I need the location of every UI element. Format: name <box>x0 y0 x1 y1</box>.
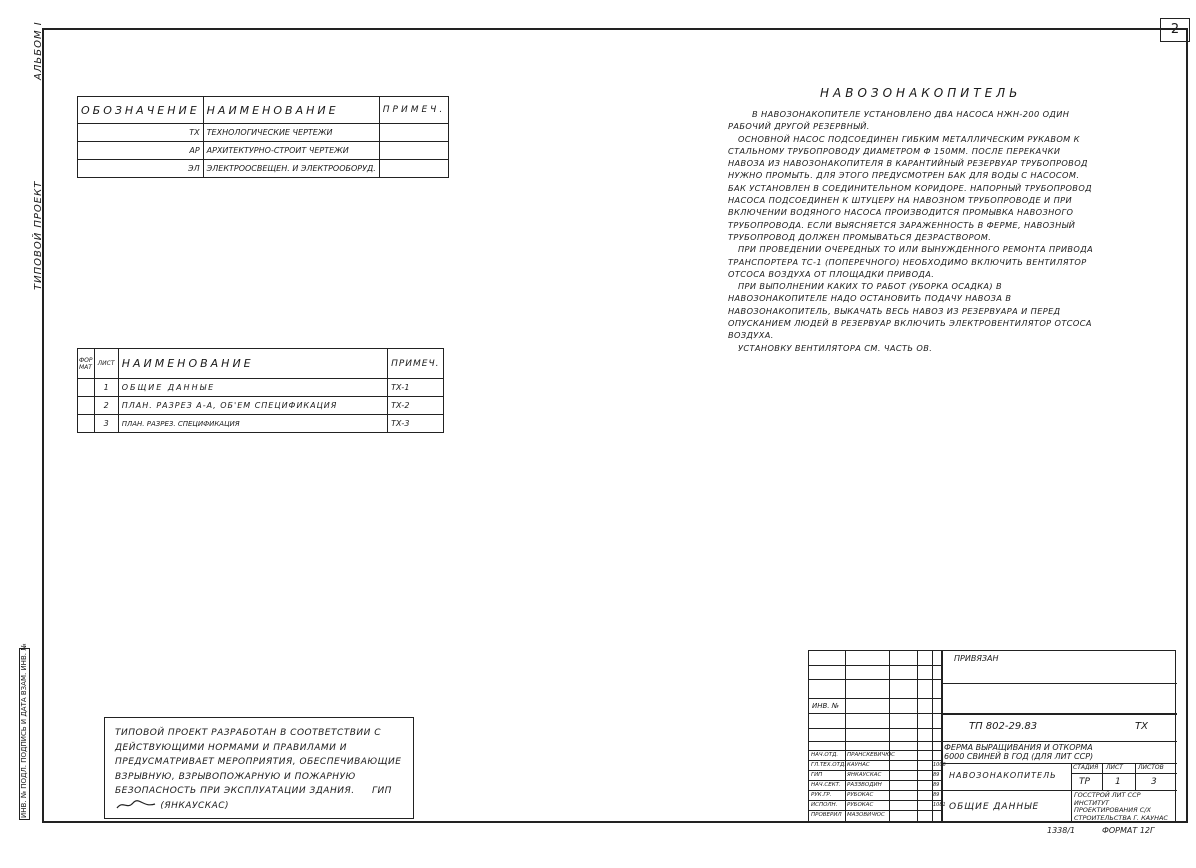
safety-note <box>104 717 414 819</box>
signer-name: РУБОКАС <box>847 802 874 808</box>
signer-name: ПРАНСКЕВИЧЮС <box>847 752 896 758</box>
section-code: ТХ <box>1135 721 1148 732</box>
signer-role: ИСПОЛН. <box>811 802 838 808</box>
signer-date: 1081 <box>933 802 946 808</box>
inventory-strip-label: ИНВ. № ПОДЛ. ПОДПИСЬ И ДАТА ВЗАМ. ИНВ. № <box>20 643 28 818</box>
signer-name: МАЗОВИЧЮС <box>847 812 885 818</box>
organization: ГОССТРОЙ ЛИТ ССР ИНСТИТУТ ПРОЕКТИРОВАНИЯ С/Х СТРОИТЕЛЬСТВА Г. КАУНАС <box>1074 791 1168 822</box>
title-block <box>808 650 1176 822</box>
sheet-number: 2 <box>1160 18 1190 42</box>
sheets-table <box>77 348 444 433</box>
stage-header: СТАДИЯ <box>1073 764 1099 771</box>
format-label: ФОРМАТ 12Г <box>1102 826 1155 835</box>
paragraph: ОСНОВНОЙ НАСОС ПОДСОЕДИНЕН ГИБКИМ МЕТАЛЛИЧЕСКИМ РУКАВОМ К СТАЛЬНОМУ ТРУБОПРОВОДУ ДИАМЕТРОМ Ф 150ММ. ПОСЛЕ ПЕРЕКАЧКИ НАВОЗА ИЗ НАВОЗОНАКОПИТЕЛЯ В КАРАНТИЙНЫЙ РЕЗЕРВУАР ТРУБОПРОВОД НУЖНО ПРОМЫТЬ. ДЛЯ ЭТОГО ПРЕДУСМОТРЕН БАК ДЛЯ ВОДЫ С НАСОСОМ. БАК УСТАНОВЛЕН В СОЕДИНИТЕЛЬНОМ КОРИДОРЕ. НАПОРНЫЙ ТРУБОПРОВОД НАСОСА ПОДСОЕДИНЕН К ШТУЦЕРУ НА НАВОЗНОМ ТРУБОПРОВОДЕ И ПРИ ВКЛЮЧЕНИИ ВОДЯНОГО НАСОСА ПРОИЗВОДИТСЯ ПРОМЫВКА НАВОЗНОГО ТРУБОПРОВОДА. ЕСЛИ ВЫЯСНЯЕТСЯ ЗАРАЖЕННОСТЬ В ФЕРМЕ, НАВОЗНЫЙ ТРУБОПРОВОД ДОЛЖЕН ПРОМЫВАТЬСЯ ДЕЗРАСТВОРОМ. <box>728 133 1092 242</box>
signer-role: ГЛ.ТЕХ.ОТД. <box>811 762 847 768</box>
sheets-value: 3 <box>1151 777 1157 787</box>
table-row: 1 ОБЩИЕ ДАННЫЕ ТХ-1 <box>78 379 444 397</box>
signer-role: ПРОВЕРИЛ <box>811 812 842 818</box>
table-row: ЭЛ ЭЛЕКТРООСВЕЩЕН. И ЭЛЕКТРООБОРУД. <box>78 160 449 178</box>
signer-name: РАЗЗВОДИН <box>847 782 882 788</box>
paragraph: УСТАНОВКУ ВЕНТИЛЯТОРА СМ. ЧАСТЬ ОВ. <box>738 342 933 353</box>
col-note: ПРИМЕЧ. <box>379 97 448 124</box>
col-note: ПРИМЕЧ. <box>388 349 444 379</box>
description-title: НАВОЗОНАКОПИТЕЛЬ <box>820 86 1022 100</box>
signer-date: 89 <box>933 792 940 798</box>
signer-date: 89 <box>933 782 940 788</box>
table-row: АР АРХИТЕКТУРНО-СТРОИТ ЧЕРТЕЖИ <box>78 142 449 160</box>
signer-role: РУК.ГР. <box>811 792 832 798</box>
paragraph: ПРИ ВЫПОЛНЕНИИ КАКИХ ТО РАБОТ (УБОРКА ОСАДКА) В НАВОЗОНАКОПИТЕЛЕ НАДО ОСТАНОВИТЬ ПОДАЧУ НАВОЗА В НАВОЗОНАКОПИТЕЛЬ, ВЫКАЧАТЬ ВЕСЬ НАВОЗ ИЗ РЕЗЕРВУАРА И ПЕРЕД ОПУСКАНИЕМ ЛЮДЕЙ В РЕЗЕРВУАР ВКЛЮЧИТЬ ЭЛЕКТРОВЕНТИЛЯТОР ОТСОСА ВОЗДУХА. <box>728 281 1092 341</box>
col-sheet: ЛИСТ <box>94 349 118 379</box>
signature-image <box>115 799 157 811</box>
privyazan-label: ПРИВЯЗАН <box>954 654 999 663</box>
signer-date: 89 <box>933 772 940 778</box>
order-number: 1338/1 <box>1047 826 1076 835</box>
documents-table <box>77 96 449 178</box>
signer-name: ЯНКАУСКАС <box>847 772 882 778</box>
signer-role: НАЧ.СЕКТ. <box>811 782 841 788</box>
signer-name: КАУНАС <box>847 762 870 768</box>
inv-no-label: ИНВ. № <box>812 702 840 710</box>
table-row: ТХ ТЕХНОЛОГИЧЕСКИЕ ЧЕРТЕЖИ <box>78 124 449 142</box>
paragraph: В НАВОЗОНАКОПИТЕЛЕ УСТАНОВЛЕНО ДВА НАСОСА НЖН-200 ОДИН РАБОЧИЙ ДРУГОЙ РЕЗЕРВНЫЙ. <box>728 109 1070 132</box>
sheet-value: 1 <box>1115 777 1121 787</box>
sheet-header: ЛИСТ <box>1106 764 1123 771</box>
table-row: 3 ПЛАН. РАЗРЕЗ. СПЕЦИФИКАЦИЯ ТХ-3 <box>78 415 444 433</box>
signature-name: (ЯНКАУСКАС) <box>160 800 230 811</box>
signer-name: РУБОКАС <box>847 792 874 798</box>
col-format: ФОР МАТ <box>78 349 95 379</box>
table-row: 2 ПЛАН. РАЗРЕЗ А-А, ОБ'ЕМ СПЕЦИФИКАЦИЯ ТХ-2 <box>78 397 444 415</box>
signer-role: ГИП <box>811 772 823 778</box>
album-label: АЛЬБОМ I <box>33 21 44 80</box>
paragraph: ПРИ ПРОВЕДЕНИИ ОЧЕРЕДНЫХ ТО ИЛИ ВЫНУЖДЕННОГО РЕМОНТА ПРИВОДА ТРАНСПОРТЕРА ТС-1 (ПОПЕРЕЧНОГО) НЕОБХОДИМО ВКЛЮЧИТЬ ВЕНТИЛЯТОР ОТСОСА ВОЗДУХА ОТ ПЛОЩАДКИ ПРИВОДА. <box>728 244 1094 279</box>
sheets-header: ЛИСТОВ <box>1138 764 1164 771</box>
object-line-2: 6000 СВИНЕЙ В ГОД (ДЛЯ ЛИТ ССР) <box>944 752 1094 761</box>
col-name: НАИМЕНОВАНИЕ <box>118 349 387 379</box>
stage-value: ТР <box>1079 777 1090 787</box>
signature-role: ГИП <box>371 786 392 796</box>
sheet-title: ОБЩИЕ ДАННЫЕ <box>949 802 1040 812</box>
description-text <box>728 108 1098 354</box>
safety-note-text: ТИПОВОЙ ПРОЕКТ РАЗРАБОТАН В СООТВЕТСТВИИ С ДЕЙСТВУЮЩИМИ НОРМАМИ И ПРАВИЛАМИ И ПРЕДУСМАТРИВАЕТ МЕРОПРИЯТИЯ, ОБЕСПЕЧИВАЮЩИЕ ВЗРЫВНУЮ, ВЗРЫВОПОЖАРНУЮ И ПОЖАРНУЮ БЕЗОПАСНОСТЬ ПРИ ЭКСПЛУАТАЦИИ ЗДАНИЯ. <box>115 728 402 796</box>
signer-date: 1006 <box>933 762 946 768</box>
project-code: ТП 802-29.83 <box>969 721 1038 732</box>
object-line-1: ФЕРМА ВЫРАЩИВАНИЯ И ОТКОРМА <box>944 743 1093 752</box>
project-label: ТИПОВОЙ ПРОЕКТ <box>33 180 44 290</box>
signer-role: НАЧ.ОТД. <box>811 752 839 758</box>
col-designation: ОБОЗНАЧЕНИЕ <box>78 97 204 124</box>
building-name: НАВОЗОНАКОПИТЕЛЬ <box>949 771 1057 780</box>
col-name: НАИМЕНОВАНИЕ <box>203 97 379 124</box>
